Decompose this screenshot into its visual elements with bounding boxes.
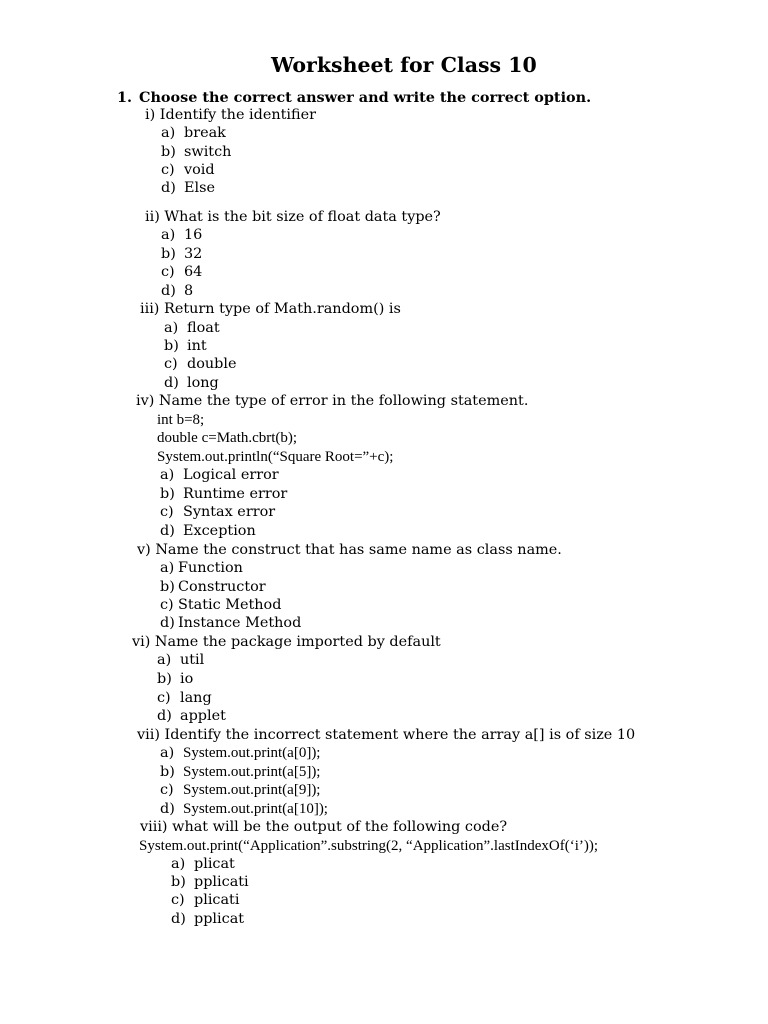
option-letter: a) xyxy=(161,227,176,243)
option-text: util xyxy=(180,652,205,668)
option-text: Instance Method xyxy=(178,615,302,631)
option-letter: d) xyxy=(160,615,175,631)
option-letter: d) xyxy=(160,523,175,539)
option-letter: b) xyxy=(171,874,186,890)
option-letter: c) xyxy=(164,356,178,372)
option-text: long xyxy=(187,375,219,391)
question-label: vi) Name the package imported by default xyxy=(132,634,441,650)
option-letter: a) xyxy=(171,856,186,872)
option-text: Exception xyxy=(183,523,256,539)
option-letter: b) xyxy=(160,764,175,780)
option-text: 16 xyxy=(184,227,203,243)
option-text: int xyxy=(187,338,207,354)
option-text: Constructor xyxy=(178,579,266,595)
option-text: applet xyxy=(180,708,226,724)
option-letter: b) xyxy=(160,579,175,595)
option-letter: d) xyxy=(160,801,175,817)
option-letter: c) xyxy=(161,264,175,280)
option-letter: a) xyxy=(160,745,175,761)
question-label: i) Identify the identifier xyxy=(145,107,317,123)
option-letter: c) xyxy=(157,690,171,706)
option-letter: d) xyxy=(171,911,186,927)
option-text: pplicati xyxy=(194,874,249,890)
option-letter: d) xyxy=(161,180,176,196)
option-text: Syntax error xyxy=(183,504,276,520)
option-text: System.out.print(a[10]); xyxy=(183,801,328,817)
option-text: float xyxy=(187,320,220,336)
option-letter: b) xyxy=(161,144,176,160)
option-letter: b) xyxy=(160,486,175,502)
option-letter: a) xyxy=(161,125,176,141)
code-line: System.out.println(“Square Root=”+c); xyxy=(157,449,394,465)
option-text: 32 xyxy=(184,246,203,262)
option-text: plicati xyxy=(194,892,240,908)
option-letter: b) xyxy=(157,671,172,687)
option-text: switch xyxy=(184,144,232,160)
option-letter: d) xyxy=(157,708,172,724)
code-line: int b=8; xyxy=(157,412,205,428)
option-letter: b) xyxy=(164,338,179,354)
option-letter: c) xyxy=(161,162,175,178)
question-label: vii) Identify the incorrect statement where the array a[] is of size 10 xyxy=(137,727,636,743)
option-letter: a) xyxy=(160,560,175,576)
option-letter: a) xyxy=(160,467,175,483)
option-letter: c) xyxy=(160,782,174,798)
option-text: Runtime error xyxy=(183,486,288,502)
option-text: void xyxy=(184,162,215,178)
option-text: plicat xyxy=(194,856,235,872)
option-text: io xyxy=(180,671,194,687)
question-label: ii) What is the bit size of float data type? xyxy=(145,209,441,225)
option-text: lang xyxy=(180,690,212,706)
page-title: Worksheet for Class 10 xyxy=(271,53,537,77)
question-label: viii) what will be the output of the following code? xyxy=(140,819,508,835)
option-text: Function xyxy=(178,560,243,576)
instruction-number: 1. xyxy=(117,89,133,106)
option-text: 64 xyxy=(184,264,203,280)
option-text: Else xyxy=(184,180,216,196)
option-letter: c) xyxy=(171,892,185,908)
option-text: System.out.print(a[0]); xyxy=(183,745,321,761)
option-letter: a) xyxy=(157,652,172,668)
question-label: iii) Return type of Math.random() is xyxy=(140,301,401,317)
option-letter: c) xyxy=(160,504,174,520)
option-letter: a) xyxy=(164,320,179,336)
option-letter: d) xyxy=(161,283,176,299)
option-text: pplicat xyxy=(194,911,245,927)
question-label: v) Name the construct that has same name as class name. xyxy=(137,542,562,558)
option-letter: b) xyxy=(161,246,176,262)
instruction-text: Choose the correct answer and write the correct option. xyxy=(139,89,592,106)
option-text: break xyxy=(184,125,226,141)
option-letter: c) xyxy=(160,597,174,613)
code-line: System.out.print(“Application”.substring(2, “Application”.lastIndexOf(‘i’)); xyxy=(139,838,599,854)
question-label: iv) Name the type of error in the following statement. xyxy=(136,393,529,409)
option-text: Static Method xyxy=(178,597,282,613)
option-text: Logical error xyxy=(183,467,279,483)
option-letter: d) xyxy=(164,375,179,391)
option-text: System.out.print(a[9]); xyxy=(183,782,321,798)
code-line: double c=Math.cbrt(b); xyxy=(157,430,298,446)
option-text: double xyxy=(187,356,237,372)
option-text: 8 xyxy=(184,283,194,299)
option-text: System.out.print(a[5]); xyxy=(183,764,321,780)
